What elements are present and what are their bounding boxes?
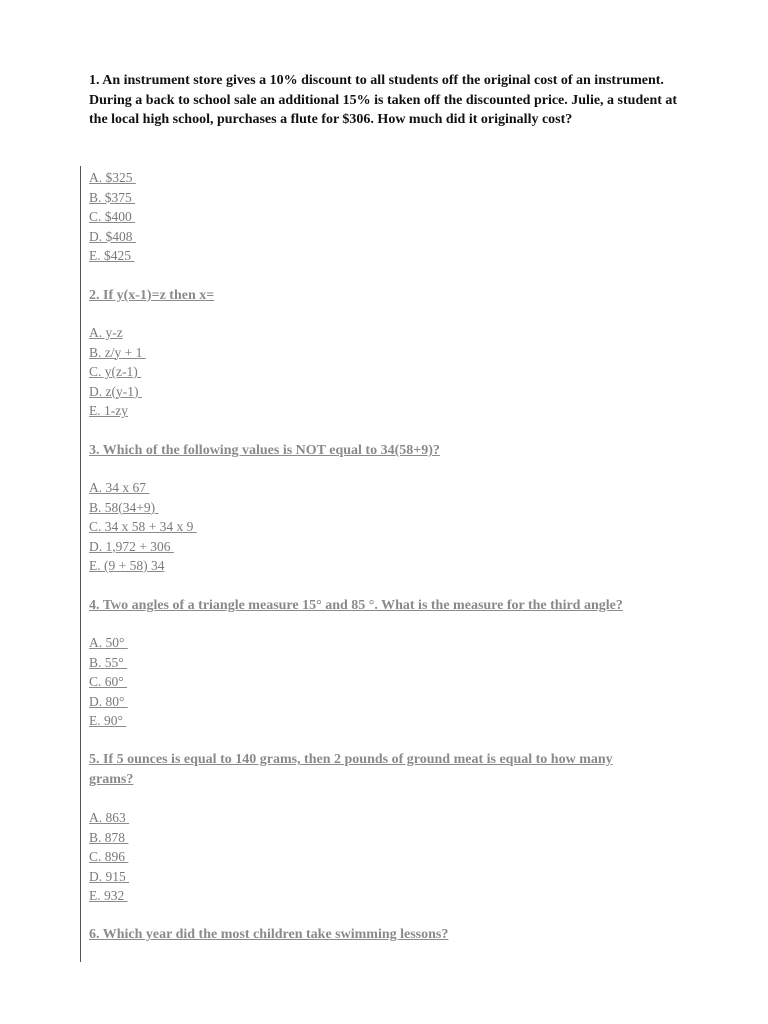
answer-option-2a[interactable]: A. y-z <box>89 325 123 340</box>
answer-option-3a[interactable]: A. 34 x 67 <box>89 480 150 495</box>
answer-option-1a[interactable]: A. $325 <box>89 170 136 185</box>
answer-option-3d[interactable]: D. 1,972 + 306 <box>89 538 174 554</box>
question-4-text[interactable]: 4. Two angles of a triangle measure 15° and 85 °. What is the measure for the third angle? <box>89 598 623 613</box>
question-2-options <box>89 323 146 421</box>
answer-option-5c[interactable]: C. 896 <box>89 849 129 864</box>
answer-option-3b[interactable]: B. 58(34+9) <box>89 499 159 515</box>
question-1-text: 1. An instrument store gives a 10% discount to all students off the original cost of an instrument. During a back to school sale an additional 15% is taken off the discounted price. Julie, a student at the local high school, purchases a flute for $306. How much did it originally cost? <box>89 73 678 127</box>
answer-option-5d[interactable]: D. 915 <box>89 868 130 884</box>
question-4-options <box>89 633 128 731</box>
question-5-options <box>89 808 129 906</box>
answer-option-3e[interactable]: E. (9 + 58) 34 <box>89 558 165 573</box>
answer-option-4a[interactable]: A. 50° <box>89 635 128 650</box>
margin-rule <box>80 166 81 962</box>
answer-option-5e[interactable]: E. 932 <box>89 888 128 903</box>
answer-option-1d[interactable]: D. $408 <box>89 228 136 244</box>
answer-option-4b[interactable]: B. 55° <box>89 654 128 670</box>
answer-option-1e[interactable]: E. $425 <box>89 248 135 263</box>
question-6-text[interactable]: 6. Which year did the most children take swimming lessons? <box>89 927 449 942</box>
answer-option-2e[interactable]: E. 1-zy <box>89 403 128 418</box>
answer-option-2b[interactable]: B. z/y + 1 <box>89 344 146 360</box>
question-2-text[interactable]: 2. If y(x-1)=z then x= <box>89 288 215 303</box>
answer-option-4e[interactable]: E. 90° <box>89 713 127 728</box>
answer-option-4d[interactable]: D. 80° <box>89 693 128 709</box>
answer-option-1b[interactable]: B. $375 <box>89 189 136 205</box>
answer-option-2d[interactable]: D. z(y-1) <box>89 383 142 399</box>
answer-option-5a[interactable]: A. 863 <box>89 810 130 825</box>
answer-option-1c[interactable]: C. $400 <box>89 209 136 224</box>
answer-option-2c[interactable]: C. y(z-1) <box>89 364 142 379</box>
answer-option-5b[interactable]: B. 878 <box>89 829 129 845</box>
question-3-text[interactable]: 3. Which of the following values is NOT equal to 34(58+9)? <box>89 443 440 458</box>
question-5-text[interactable]: 5. If 5 ounces is equal to 140 grams, then 2 pounds of ground meat is equal to how many grams? <box>89 752 613 787</box>
question-3-options <box>89 478 197 576</box>
answer-option-3c[interactable]: C. 34 x 58 + 34 x 9 <box>89 519 197 534</box>
question-1-options <box>89 168 136 266</box>
answer-option-4c[interactable]: C. 60° <box>89 674 128 689</box>
